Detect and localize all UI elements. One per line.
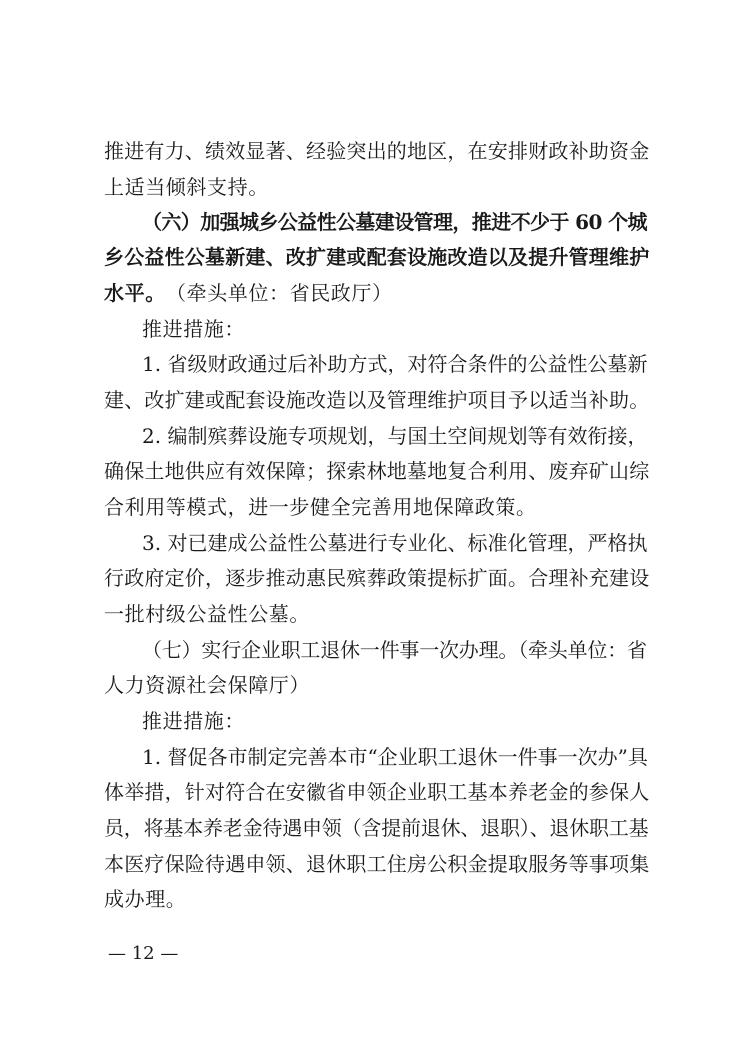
text-line: 推进有力、绩效显著、经验突出的地区，在安排财政补助资金 [104,139,650,163]
measure-item-line: 2. 编制殡葬设施专项规划，与国土空间规划等有效衔接， [142,424,648,448]
measure-item-line: 本医疗保险待遇申领、退休职工住房公积金提取服务等事项集 [104,852,650,876]
section-heading-line: 乡公益性公墓新建、改扩建或配套设施改造以及提升管理维护 [104,245,650,269]
measure-item-line: 合利用等模式，进一步健全完善用地保障政策。 [104,495,537,519]
section-heading-line: （七）实行企业职工退休一件事一次办理。（牵头单位：省 [142,638,647,662]
measures-label: 推进措施： [142,317,245,341]
measures-label: 推进措施： [142,709,245,733]
section-heading-line: 人力资源社会保障厅） [104,673,310,697]
measure-item-line: 建、改扩建或配套设施改造以及管理维护项目予以适当补助。 [104,388,650,412]
section-heading-line: 水平。 [104,281,166,305]
measure-item-line: 1. 省级财政通过后补助方式，对符合条件的公益性公墓新 [142,352,648,376]
page-number: — 12 — [108,943,179,964]
measure-item-line: 一批村级公益性公墓。 [104,602,310,626]
lead-unit-note: （牵头单位：省民政厅） [166,281,393,305]
measure-item-line: 确保土地供应有效保障；探索林地墓地复合利用、废弃矿山综 [104,459,650,483]
measure-item-line: 成办理。 [104,887,187,911]
section-heading-line: （六）加强城乡公益性公墓建设管理，推进不少于 60 个城 [142,210,647,234]
measure-item-line: 行政府定价，逐步推动惠民殡葬政策提标扩面。合理补充建设 [104,566,650,590]
measure-item-line: 3. 对已建成公益性公墓进行专业化、标准化管理，严格执 [142,531,648,555]
measure-item-line: 体举措，针对符合在安徽省申领企业职工基本养老金的参保人 [104,780,650,804]
measure-item-line: 1. 督促各市制定完善本市“企业职工退休一件事一次办”具 [142,745,648,769]
text-line: 上适当倾斜支持。 [104,175,269,199]
measure-item-line: 员，将基本养老金待遇申领（含提前退休、退职）、退休职工基 [104,816,649,840]
